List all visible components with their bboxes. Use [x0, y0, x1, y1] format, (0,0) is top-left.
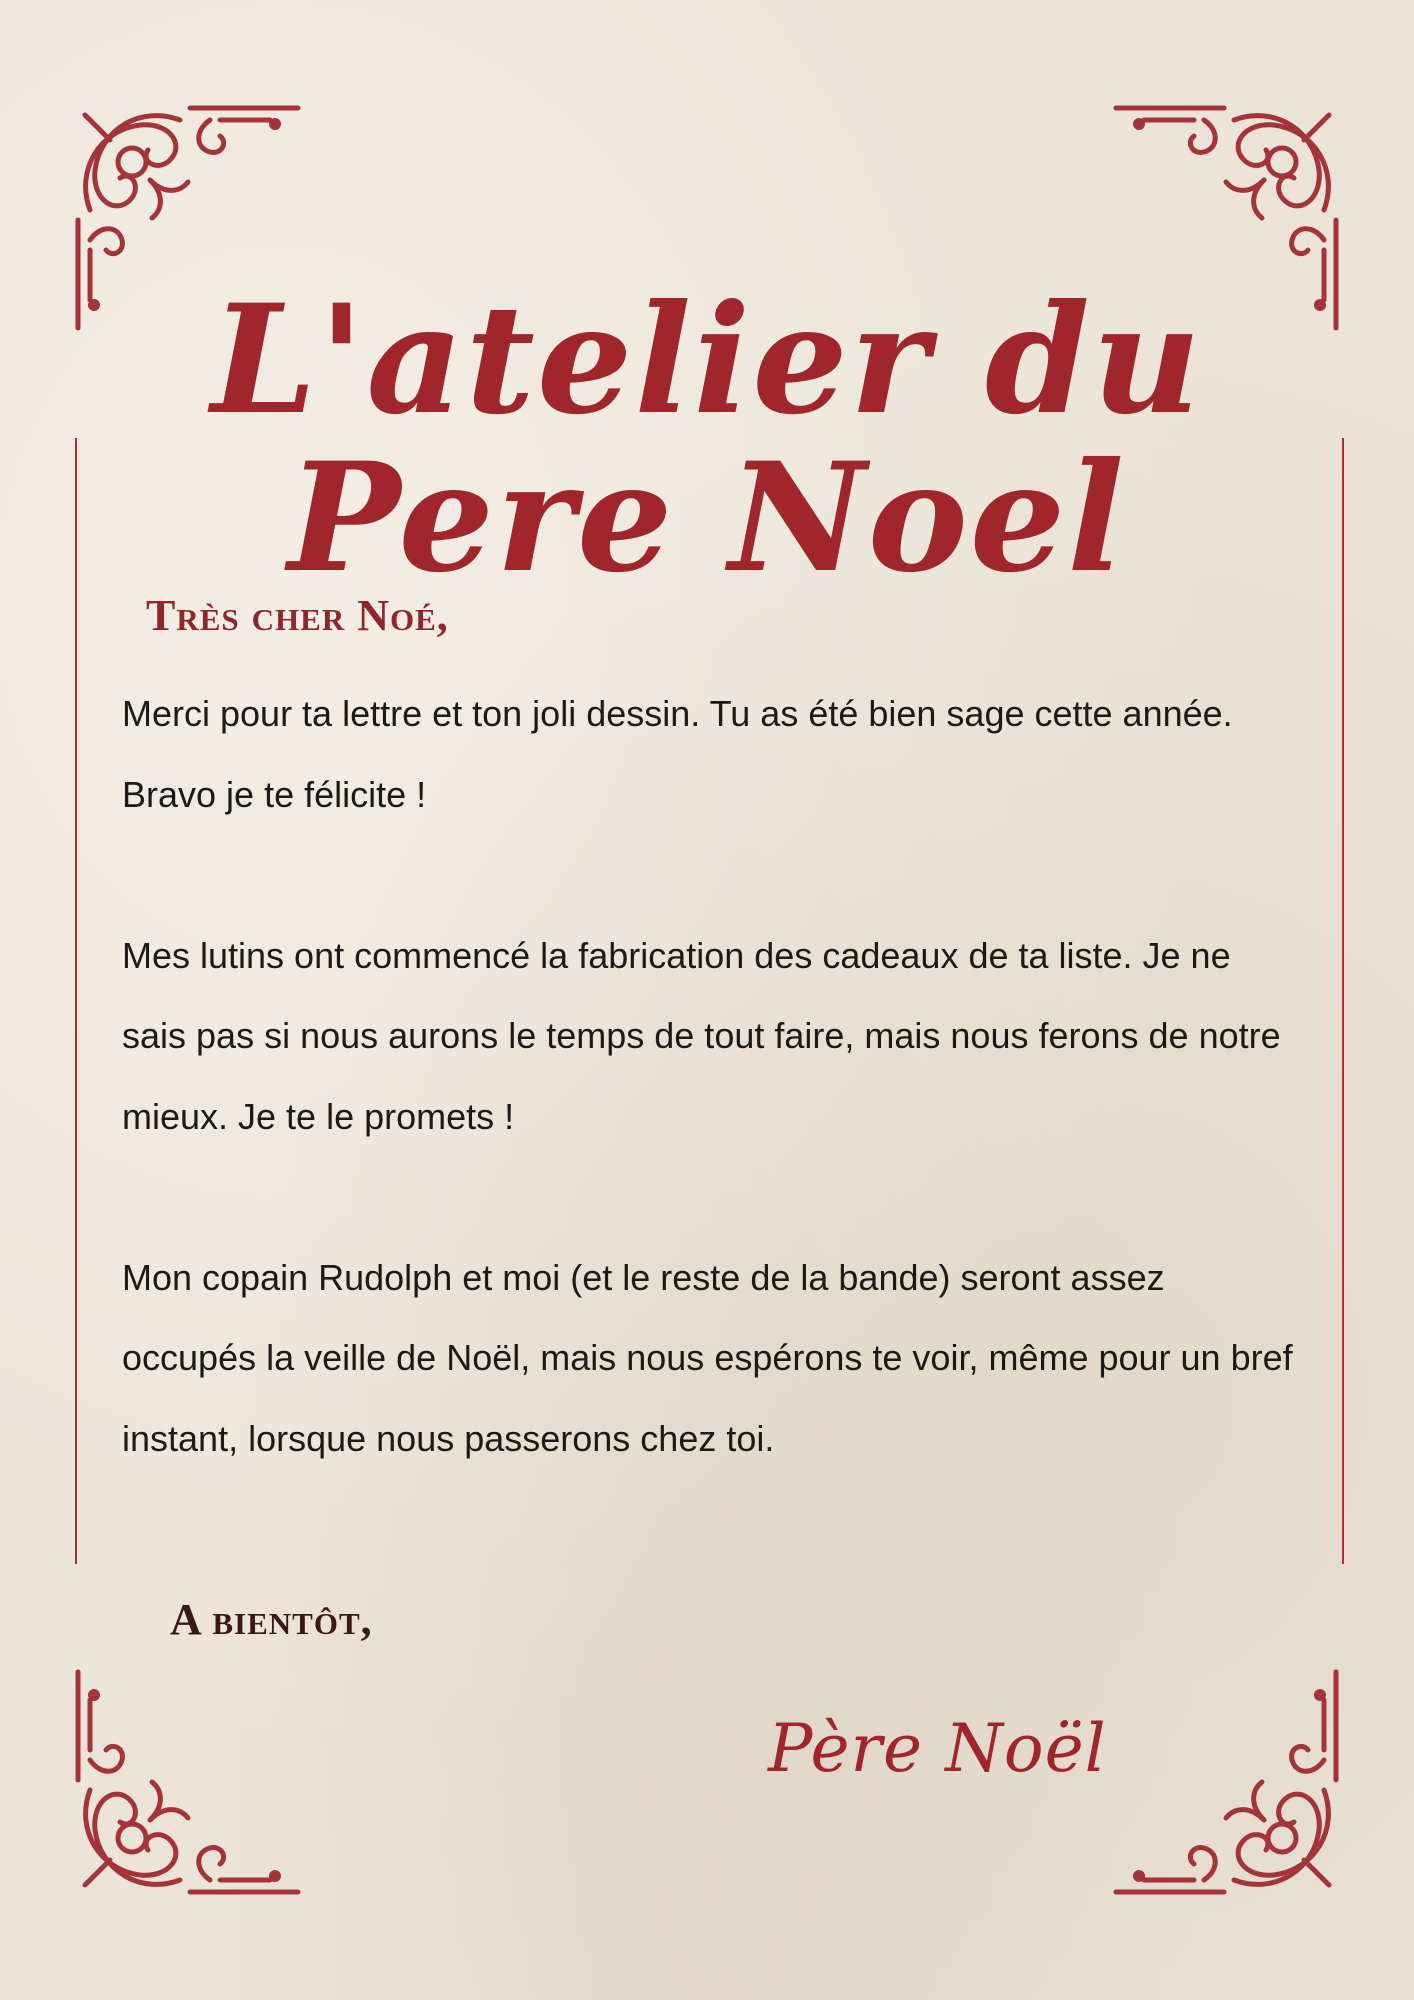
title-line-1: L'atelier du — [211, 271, 1203, 448]
greeting: Très cher Noé, — [146, 591, 449, 640]
letter-body — [122, 674, 1302, 1479]
letter-title — [200, 271, 1214, 606]
body-paragraph: Mon copain Rudolph et moi (et le reste de la bande) seront assez occupés la veille de Noël, mais nous espérons te voir, même pour un bref instant, lorsque nous passerons chez toi. — [122, 1256, 1293, 1459]
body-paragraph: Mes lutins ont commencé la fabrication des cadeaux de ta liste. Je ne sais pas si nous aurons le temps de tout faire, mais nous ferons de notre mieux. Je te le promets ! — [122, 934, 1281, 1137]
title-line-2: Pere Noel — [287, 429, 1127, 606]
right-border-rule — [1342, 438, 1344, 1564]
body-paragraph: Merci pour ta lettre et ton joli dessin. Tu as été bien sage cette année. — [122, 693, 1233, 734]
closing: A bientôt, — [170, 1595, 373, 1644]
body-paragraph: Bravo je te félicite ! — [122, 773, 427, 815]
ornamental-corner-icon — [70, 1660, 310, 1900]
left-border-rule — [75, 438, 77, 1564]
signature: Père Noël — [768, 1710, 1107, 1787]
ornamental-corner-icon — [1104, 1660, 1344, 1900]
